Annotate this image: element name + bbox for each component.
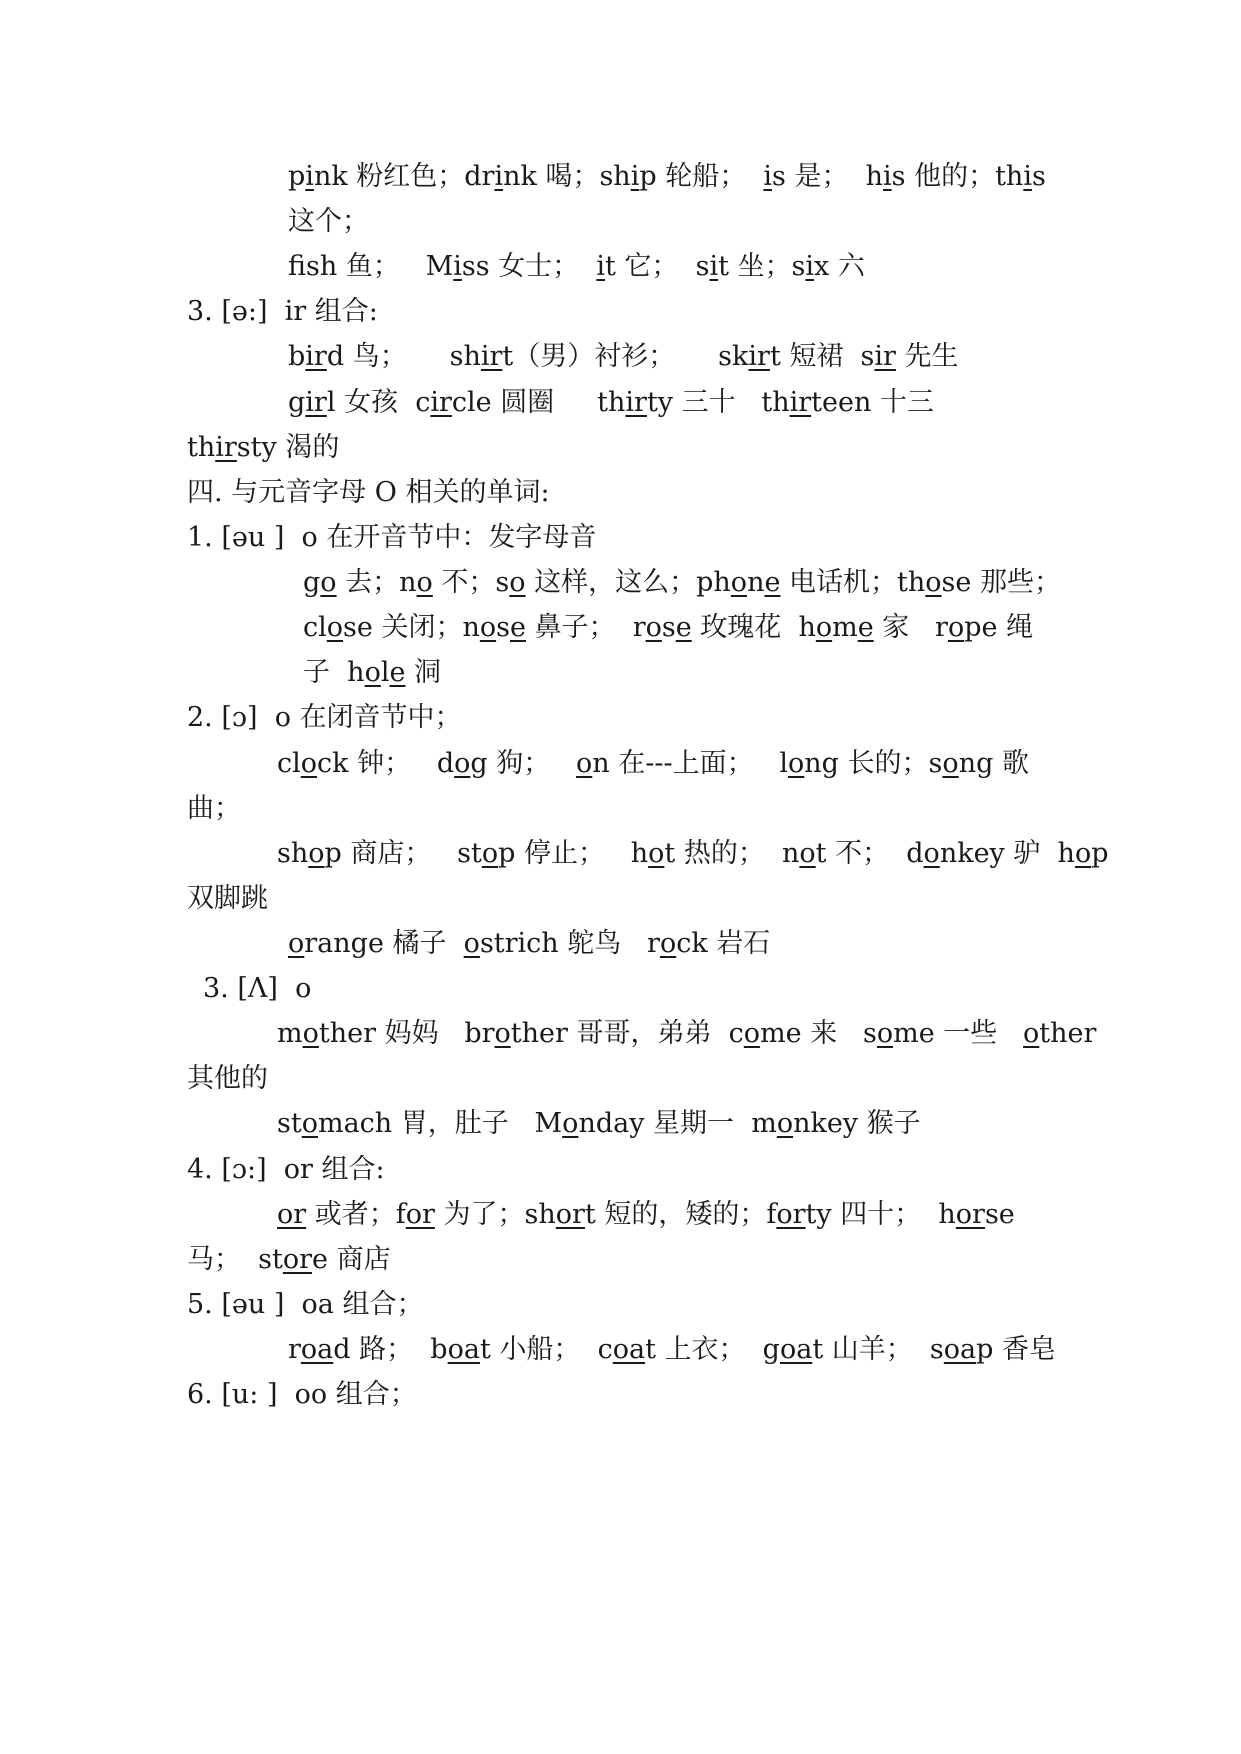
text-segment: 鼻子； r [525, 612, 646, 643]
underlined-letters: o [876, 1018, 894, 1049]
text-segment: sh 鱼； M [306, 251, 454, 282]
text-segment: t 短裙 s [769, 341, 875, 372]
text-segment: cle 圆圈 th [451, 387, 626, 418]
text-segment: 或者；f [306, 1199, 406, 1230]
text-line [277, 838, 1109, 870]
text-segment: ty 三十 th [646, 387, 790, 418]
text-segment: g [303, 567, 321, 598]
underlined-letters: o [923, 838, 940, 869]
text-segment: e 商店 [312, 1244, 391, 1275]
text-line [187, 1379, 417, 1411]
underlined-letters: e [389, 657, 406, 688]
text-segment: ng 歌 [958, 748, 1029, 779]
underlined-letters: o [509, 567, 526, 598]
underlined-letters: o [576, 748, 593, 779]
text-line [288, 387, 934, 419]
underlined-letters: or [282, 1244, 313, 1275]
text-segment: nkey 猴子 [793, 1108, 921, 1139]
text-segment: s [661, 612, 676, 643]
underlined-letters: i [596, 251, 605, 282]
text-segment: t 短的，矮的；f [584, 1199, 777, 1230]
text-segment: 其他的 [187, 1063, 268, 1094]
text-segment: s [1031, 161, 1046, 192]
text-segment: pe 绳 [964, 612, 1034, 643]
underlined-letters: o [479, 612, 497, 643]
underlined-letters: o [730, 567, 748, 598]
underlined-letters: or [277, 1199, 307, 1230]
underlined-letters: o [776, 1108, 794, 1139]
text-segment: strich 鸵鸟 r [479, 928, 660, 959]
underlined-letters: ir [789, 387, 812, 418]
text-line [277, 1108, 921, 1140]
text-segment: 3. [Λ] o [203, 973, 312, 1004]
underlined-letters: o [815, 612, 833, 643]
text-segment: t 小船； c [479, 1334, 613, 1365]
text-segment: 玫瑰花 h [691, 612, 816, 643]
text-segment: 为了；sh [434, 1199, 556, 1230]
text-segment: l [380, 657, 390, 688]
text-segment: cl [303, 612, 327, 643]
underlined-letters: oa [612, 1334, 646, 1365]
underlined-letters: i [805, 251, 815, 282]
underlined-letters: oa [300, 1334, 334, 1365]
text-segment: t 热的； n [664, 838, 800, 869]
underlined-letters: ir [480, 341, 503, 372]
text-segment: 曲； [187, 793, 241, 824]
underlined-letters: o [301, 1108, 318, 1139]
text-segment: 6. [u: ] oo 组合； [187, 1379, 417, 1410]
text-line [288, 1334, 1056, 1366]
text-segment: 这个； [288, 206, 369, 237]
text-segment: d 路； b [333, 1334, 448, 1365]
text-line [288, 341, 959, 373]
text-line [288, 251, 865, 283]
text-segment: d 鸟； sh [326, 341, 481, 372]
text-segment: me 来 s [760, 1018, 877, 1049]
text-line [303, 567, 1061, 599]
text-segment: n [747, 567, 765, 598]
underlined-letters: o [481, 838, 499, 869]
text-line [277, 1199, 1015, 1231]
text-segment: ther 妈妈 br [318, 1018, 495, 1049]
underlined-letters: i [763, 161, 772, 192]
text-segment: t 上衣； g [645, 1334, 780, 1365]
text-segment: p 商店； st [324, 838, 482, 869]
text-line [187, 883, 268, 915]
text-segment: t 山羊； s [812, 1334, 944, 1365]
underlined-letters: oa [447, 1334, 480, 1365]
text-segment: b [288, 341, 306, 372]
text-segment: ther [1039, 1018, 1097, 1049]
underlined-letters: o [454, 748, 471, 779]
text-segment: 洞 [405, 657, 442, 688]
underlined-letters: o [463, 928, 480, 959]
text-segment: nk 喝；sh [503, 161, 631, 192]
text-segment: m [832, 612, 858, 643]
text-segment: 2. [ɔ] o 在闭音节中； [187, 702, 462, 733]
text-segment: 双脚跳 [187, 883, 268, 914]
text-segment: range 橘子 [304, 928, 464, 959]
text-line [187, 432, 339, 464]
underlined-letters: o [416, 567, 433, 598]
text-segment: nk 粉红色；dr [313, 161, 495, 192]
text-segment: ck 岩石 [676, 928, 771, 959]
underlined-letters: o [743, 1018, 761, 1049]
underlined-letters: i [1023, 161, 1032, 192]
underlined-letters: o [494, 1018, 511, 1049]
text-segment: 这样，这么；ph [525, 567, 731, 598]
underlined-letters: oa [779, 1334, 813, 1365]
underlined-letters: o [947, 612, 965, 643]
text-line [187, 702, 462, 734]
underlined-letters: o [648, 838, 665, 869]
text-segment: x 六 [814, 251, 865, 282]
text-segment: t 它； s [605, 251, 710, 282]
underlined-letters: e [857, 612, 874, 643]
underlined-letters: ir [625, 387, 647, 418]
text-segment: l 女孩 c [326, 387, 431, 418]
text-line [303, 612, 1033, 644]
text-segment: sty 渴的 [236, 432, 340, 463]
underlined-letters: o [288, 928, 305, 959]
underlined-letters: ir [305, 387, 327, 418]
text-segment: me 一些 [893, 1018, 1024, 1049]
underlined-letters: o [364, 657, 381, 688]
text-segment: se [984, 1199, 1015, 1230]
text-segment: ck 钟； d [317, 748, 455, 779]
underlined-letters: ir [305, 341, 327, 372]
text-segment: 电话机；th [780, 567, 926, 598]
underlined-letters: i [453, 251, 462, 282]
text-segment: t 坐；s [718, 251, 806, 282]
underlined-letters: o [645, 612, 662, 643]
text-line [187, 1063, 268, 1095]
text-segment: ng 长的；s [804, 748, 943, 779]
text-segment: se 关闭；n [343, 612, 480, 643]
underlined-letters: e [509, 612, 526, 643]
underlined-letters: o [308, 838, 325, 869]
underlined-letters: i [305, 161, 314, 192]
underlined-letters: o [562, 1108, 579, 1139]
text-segment: ther 哥哥，弟弟 c [510, 1018, 744, 1049]
text-line [187, 1154, 385, 1186]
text-segment: mach 胃，肚子 M [317, 1108, 563, 1139]
text-segment: 3. [ə:] ir 组合: [187, 296, 378, 327]
text-segment: 四. 与元音字母 O 相关的单词: [187, 477, 550, 508]
underlined-letters: i [630, 161, 640, 192]
text-line [187, 1244, 391, 1276]
underlined-letters: e [675, 612, 692, 643]
text-segment: sh [277, 838, 309, 869]
underlined-letters: o [320, 567, 337, 598]
underlined-letters: or [405, 1199, 435, 1230]
text-segment: p 香皂 [976, 1334, 1057, 1365]
text-segment: ss 女士； [461, 251, 597, 282]
text-segment: t（男）衬衫； sk [502, 341, 749, 372]
text-line [187, 522, 596, 554]
text-segment: s [496, 612, 510, 643]
text-line [303, 657, 441, 689]
underlined-letters: i [709, 251, 719, 282]
text-segment: 去；n [336, 567, 417, 598]
underlined-letters: ir [430, 387, 452, 418]
underlined-letters: ir [215, 432, 237, 463]
underlined-letters: o [1074, 838, 1092, 869]
underlined-letters: or [776, 1199, 806, 1230]
text-line [187, 793, 241, 825]
text-segment: nkey 驴 h [939, 838, 1075, 869]
underlined-letters: o [925, 567, 942, 598]
text-segment: th [187, 432, 216, 463]
underlined-letters: ir [748, 341, 770, 372]
text-line [288, 161, 1046, 193]
underlined-letters: o [942, 748, 959, 779]
text-segment: s 他的；th [891, 161, 1024, 192]
text-line [187, 1289, 423, 1321]
underlined-letters: o [788, 748, 805, 779]
underlined-letters: o [659, 928, 677, 959]
text-line [288, 206, 369, 238]
text-segment: st [277, 1108, 302, 1139]
text-segment: 5. [əu ] oa 组合； [187, 1289, 424, 1320]
underlined-letters: or [955, 1199, 985, 1230]
text-segment: m [277, 1018, 303, 1049]
text-segment: t 不； d [815, 838, 924, 869]
underlined-letters: i [883, 161, 892, 192]
text-segment: p 轮船； [639, 161, 764, 192]
text-segment: 先生 [895, 341, 959, 372]
text-segment: p 停止； h [498, 838, 649, 869]
underlined-letters: oa [943, 1334, 977, 1365]
underlined-letters: o [300, 748, 318, 779]
text-segment: 家 r [873, 612, 948, 643]
text-segment: 子 h [303, 657, 365, 688]
text-segment: nday 星期一 m [578, 1108, 777, 1139]
text-line [277, 748, 1029, 780]
underlined-letters: o [302, 1018, 319, 1049]
text-segment: 不；s [432, 567, 510, 598]
text-segment: g 狗； [470, 748, 577, 779]
text-segment: ty 四十； h [805, 1199, 956, 1230]
underlined-letters: o [799, 838, 816, 869]
underlined-letters: o [1023, 1018, 1040, 1049]
text-line [187, 477, 550, 509]
underlined-letters: or [555, 1199, 585, 1230]
text-segment: 马； st [187, 1244, 283, 1275]
text-segment: teen 十三 [811, 387, 934, 418]
text-segment: f [288, 251, 307, 282]
underlined-letters: i [494, 161, 504, 192]
text-segment: 4. [ɔ:] or 组合: [187, 1154, 385, 1185]
underlined-letters: e [764, 567, 781, 598]
underlined-letters: ir [874, 341, 896, 372]
text-line [187, 296, 378, 328]
text-segment: p [288, 161, 306, 192]
text-segment: g [288, 387, 306, 418]
text-segment: 1. [əu ] o 在开音节中：发字母音 [187, 522, 597, 553]
text-segment: n 在---上面； l [592, 748, 789, 779]
text-segment: r [288, 1334, 301, 1365]
text-segment: cl [277, 748, 301, 779]
text-segment: se 那些； [941, 567, 1061, 598]
text-line [203, 973, 311, 1005]
text-segment: p [1091, 838, 1109, 869]
underlined-letters: o [326, 612, 344, 643]
text-segment: s 是； h [772, 161, 883, 192]
text-line [288, 928, 770, 960]
text-line [277, 1018, 1096, 1050]
